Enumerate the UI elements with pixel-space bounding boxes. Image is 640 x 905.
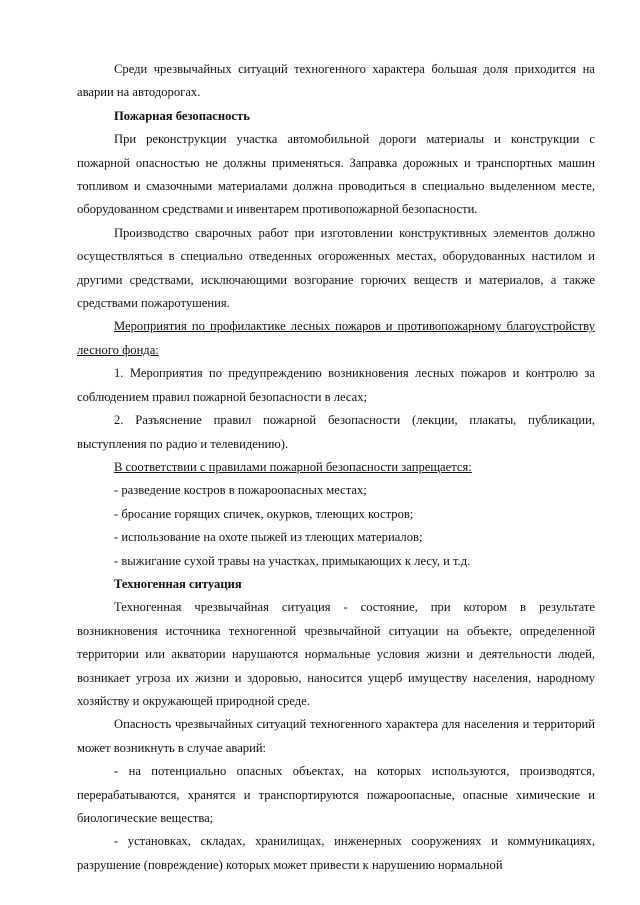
list-item: - выжигание сухой травы на участках, примыкающих к лесу, и т.д. [114, 553, 471, 568]
section-heading: Пожарная безопасность [114, 108, 250, 123]
numbered-item: 2. Разъяснение правил пожарной безопасности (лекции, плакаты, публикации, выступления по радио и телевидению). [77, 413, 595, 451]
paragraph: - на потенциально опасных объектах, на которых используются, производятся, перерабатываются, хранятся и транспортируются пожароопасные, опасные химические и биологические вещества; [77, 764, 595, 825]
paragraph: Производство сварочных работ при изготовлении конструктивных элементов должно осуществляться в специально отведенных огороженных местах, оборудованных настилом и другими средствами, исключающими возгорание горючих веществ и материалов, а также средствами пожаротушения. [77, 225, 595, 311]
paragraph: Техногенная чрезвычайная ситуация - состояние, при котором в результате возникновения источника техногенной чрезвычайной ситуации на объекте, определенной территории или акватории нарушаются нормальные условия жизни и деятельности людей, возникает угроза их жизни и здоровью, наносится ущерб имуществу населения, народному хозяйству и окружающей природной среде. [77, 600, 595, 708]
section-heading: Техногенная ситуация [114, 576, 242, 591]
numbered-item: 1. Мероприятия по предупреждению возникновения лесных пожаров и контролю за соблюдением правил пожарной безопасности в лесах; [77, 366, 595, 404]
underlined-paragraph: В соответствии с правилами пожарной безопасности запрещается: [114, 459, 472, 474]
paragraph: Среди чрезвычайных ситуаций техногенного характера большая доля приходится на аварии на автодорогах. [77, 62, 595, 100]
paragraph: - установках, складах, хранилищах, инженерных сооружениях и коммуникациях, разрушение (повреждение) которых может привести к нарушению нормальной [77, 834, 595, 872]
list-item: - бросание горящих спичек, окурков, тлеющих костров; [114, 506, 414, 521]
list-item: - использование на охоте пыжей из тлеющих материалов; [114, 530, 423, 545]
document-page [77, 58, 595, 877]
paragraph: При реконструкции участка автомобильной дороги материалы и конструкции с пожарной опасностью не должны применяться. Заправка дорожных и транспортных машин топливом и смазочными материалами должна проводиться в специально выделенном месте, оборудованном средствами и инвентарем противопожарной безопасности. [77, 132, 595, 217]
paragraph: Опасность чрезвычайных ситуаций техногенного характера для населения и территорий может возникнуть в случае аварий: [77, 717, 595, 755]
underlined-paragraph: Мероприятия по профилактике лесных пожаров и противопожарному благоустройству лесного фонда: [77, 319, 595, 357]
list-item: - разведение костров в пожароопасных местах; [114, 483, 367, 498]
